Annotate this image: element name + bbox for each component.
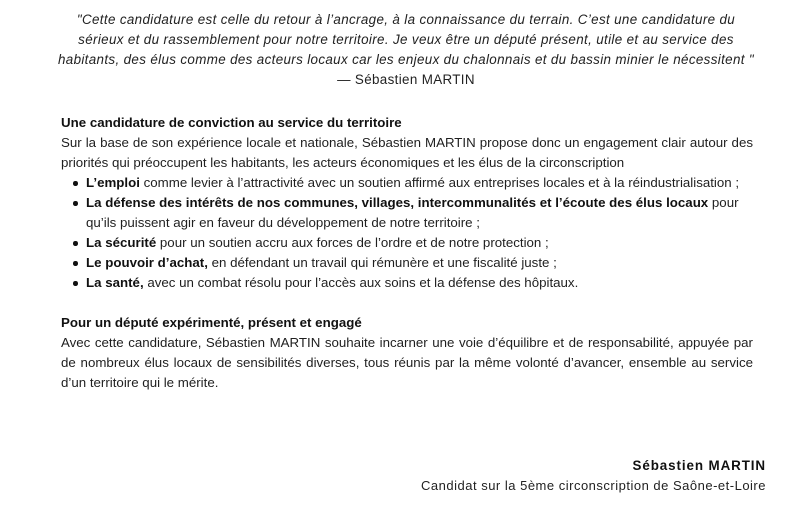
priorities-list (61, 173, 753, 293)
section-spacer (61, 293, 753, 313)
signature-name: Sébastien MARTIN (632, 458, 766, 473)
list-item-sante (86, 273, 753, 293)
quote-author: — Sébastien MARTIN (337, 72, 475, 87)
list-item-bold: Le pouvoir d’achat, (86, 255, 208, 270)
signature-block (421, 456, 766, 496)
section-heading-conviction: Une candidature de conviction au service du territoire (61, 115, 402, 130)
list-item-text: pour qu’ils puissent agir en faveur du développement de notre territoire ; (86, 195, 739, 230)
section-heading-depute: Pour un député expérimenté, présent et engagé (61, 315, 362, 330)
list-item-securite (86, 233, 753, 253)
list-item-text: pour un soutien accru aux forces de l’ordre et de notre protection ; (156, 235, 549, 250)
list-item-communes (86, 193, 753, 233)
candidate-quote (56, 10, 756, 90)
list-item-pouvoir-achat (86, 253, 753, 273)
list-item-text: avec un combat résolu pour l’accès aux soins et la défense des hôpitaux. (143, 275, 579, 290)
list-item-bold: La défense des intérêts de nos communes, villages, intercommunalités et l’écoute des élus locaux (86, 195, 709, 210)
article-body (61, 113, 753, 393)
list-item-bold: La sécurité (86, 235, 157, 250)
section-body-paragraph: Avec cette candidature, Sébastien MARTIN souhaite incarner une voie d’équilibre et de responsabilité, appuyée par de nombreux élus locaux de sensibilités diverses, tous réunis par la même volonté d’avancer, ensemble au service d’un territoire qui le mérite. (61, 335, 753, 390)
signature-role: Candidat sur la 5ème circonscription de Saône-et-Loire (421, 478, 766, 493)
list-item-bold: La santé, (86, 275, 144, 290)
list-item-emploi (86, 173, 753, 193)
list-item-text: en défendant un travail qui rémunère et une fiscalité juste ; (207, 255, 557, 270)
quote-text: "Cette candidature est celle du retour à l’ancrage, à la connaissance du terrain. C’est une candidature du sérieux et du rassemblement pour notre territoire. Je veux être un député présent, utile et au service des habitants, des élus comme des acteurs locaux car les enjeux du chalonnais et du bassin minier le nécessitent " (57, 12, 755, 67)
list-item-text: comme levier à l’attractivité avec un soutien affirmé aux entreprises locales et à la réindustrialisation ; (139, 175, 740, 190)
section-intro-paragraph: Sur la base de son expérience locale et nationale, Sébastien MARTIN propose donc un engagement clair autour des priorités qui préoccupent les habitants, les acteurs économiques et les élus de la circonscription (61, 135, 753, 170)
list-item-bold: L’emploi (86, 175, 140, 190)
